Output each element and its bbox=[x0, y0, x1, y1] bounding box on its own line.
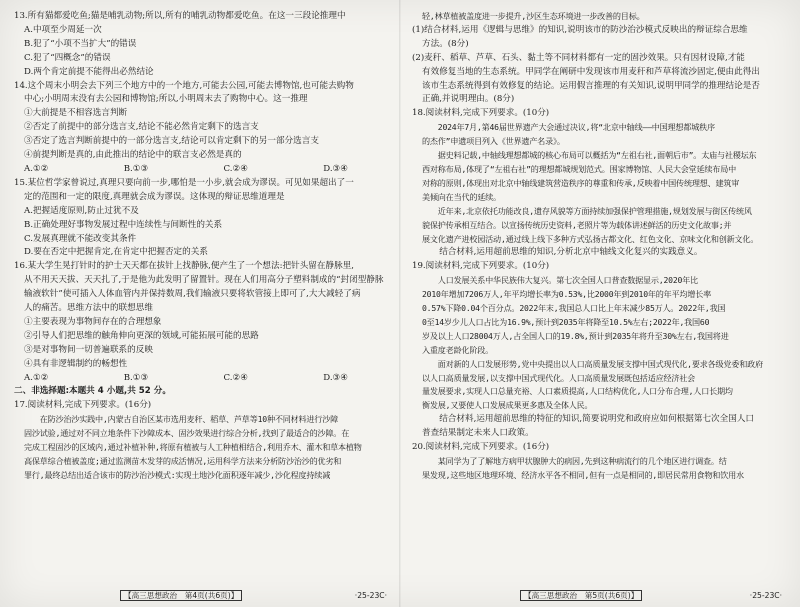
text-line: 罪行,最终总结出适合该市的防沙治沙模式:实现土地沙化面积逐年减少,沙化程度持续减 bbox=[24, 469, 331, 480]
text-line: D.两个肯定前提不能得出必然结论 bbox=[24, 66, 154, 77]
q14-option: D.③④ bbox=[323, 163, 348, 174]
q14-option: B.①③ bbox=[123, 163, 149, 174]
text-line: 衡发展,又要使人口发展成果更多惠及全体人民。 bbox=[422, 400, 593, 411]
text-line: 输液软针”使可插入人体血管内并保持数周,我们输液只要将软管接上即可了,大大减轻了病 bbox=[24, 289, 361, 300]
text-line: 17.阅读材料,完成下列要求。(16分) bbox=[14, 400, 152, 411]
text-line: (1)结合材料,运用《逻辑与思维》的知识,说明该市的防沙治沙模式反映出的辩证综合思维 bbox=[412, 24, 748, 35]
right-footer-code: ·25-23C· bbox=[749, 591, 782, 600]
q14-option: A.①② bbox=[24, 163, 49, 174]
left-block-3 bbox=[14, 399, 388, 482]
text-line: 方法。(8分) bbox=[422, 38, 469, 49]
text-line: 0至14岁少儿人口占比为16.9%,预计到2035年将降至10.5%左右;2022年,我国60 bbox=[422, 316, 710, 327]
text-line: 以人口高质量发展,以支撑中国式现代化。人口高质量发展既包括适应经济社会 bbox=[422, 372, 696, 383]
text-line: 轻,林草植被盖度进一步提升,沙区生态环境进一步改善的目标。 bbox=[422, 11, 645, 21]
q16-option: D.③④ bbox=[323, 372, 348, 383]
text-line: (2)麦秆、稻草、芦草、石头、黏土等不同材料都有一定的固沙效果。只有因材设障,才能 bbox=[412, 52, 745, 63]
text-line: 结合材料,运用超前思维的特征的知识,简要说明党和政府应如何根据第七次全国人口 bbox=[422, 414, 755, 425]
text-line: 美倾向在当代的延续。 bbox=[422, 191, 501, 202]
text-line: 定的范围和一定的限度,真理就会成为谬误。这体现的辩证思维道理是 bbox=[24, 191, 285, 202]
text-line: C.发展真理就不能改变其条件 bbox=[24, 233, 137, 244]
text-line: 量发展要求,实现人口总量充裕、人口素质提高,人口结构优化,人口分布合理,人口长期均 bbox=[422, 386, 733, 397]
text-line: 该市生态系统得到有效修复的结论。运用假言推理的有关知识,说明甲同学的推理结论是否 bbox=[422, 80, 760, 91]
text-line: 2010年增加7206万人,年平均增长率为0.53%,比2000年到2010年的年平均增长率 bbox=[422, 289, 712, 300]
q16-options bbox=[14, 372, 388, 386]
text-line: 13.所有猫都爱吃鱼;猫是哺乳动物;所以,所有的哺乳动物都爱吃鱼。在这一三段论推理中 bbox=[14, 11, 346, 21]
text-line: 入重度老龄化阶段。 bbox=[422, 344, 494, 355]
left-block-2 bbox=[14, 177, 388, 372]
text-line: 完成工程固沙的区域内,通过补植补种,将原有植被与人工种植相结合,利用乔木、灌木和草本植物 bbox=[24, 442, 362, 453]
q16-option: C.②④ bbox=[223, 372, 248, 383]
right-page bbox=[412, 10, 788, 600]
text-line: 人口发展关系中华民族伟大复兴。第七次全国人口普查数据显示,2020年比 bbox=[422, 275, 698, 286]
text-line: 14.这个周末小明会去下列三个地方中的一个地方,可能去公园,可能去博物馆,也可能去购物 bbox=[14, 80, 354, 91]
text-line: B.正确处理好事物发展过程中连续性与间断性的关系 bbox=[24, 219, 223, 230]
right-footer bbox=[520, 591, 790, 601]
text-line: A.把握适度原则,防止过犹不及 bbox=[24, 205, 139, 216]
text-line: ④具有非逻辑制约的畅想性 bbox=[24, 358, 128, 369]
left-page bbox=[14, 10, 388, 600]
text-line: 人的痛苦。思维方法中的联想思维 bbox=[24, 303, 153, 314]
text-line: 15.某位哲学家曾说过,真理只要向前一步,哪怕是一小步,就会成为谬误。可见如果超出了一 bbox=[14, 177, 354, 188]
q14-options bbox=[14, 163, 388, 177]
text-line: 对称的原则,体现出对北京中轴线建筑营造秩序的尊重和传承,反映着中国传统理想、建筑审 bbox=[422, 177, 740, 188]
page-spine bbox=[399, 0, 401, 607]
text-line: ②否定了前提中的部分选言支,结论不能必然肯定剩下的选言支 bbox=[24, 122, 259, 133]
text-line: 有效修复当地的生态系统。甲同学在阐研中发现该市用麦秆和芦草将流沙固定,便由此得出 bbox=[422, 66, 760, 77]
text-line: 展文化遗产进校园活动,通过线上线下多种方式弘扬古都文化、红色文化、京味文化和创新文化。 bbox=[422, 233, 759, 244]
right-footer-label: 【高三思想政治 第5页(共6页)】 bbox=[520, 590, 642, 601]
q16-option: A.①② bbox=[24, 372, 49, 383]
text-line: 19.阅读材料,完成下列要求。(10分) bbox=[412, 261, 550, 272]
q16-option: B.①③ bbox=[123, 372, 149, 383]
text-line: C.犯了“四概念”的错误 bbox=[24, 52, 111, 63]
left-footer bbox=[120, 591, 395, 601]
left-block-1 bbox=[14, 10, 388, 163]
text-line: 据史料记载,中轴线理想都城的核心布局可以概括为“左祖右社,面朝后市”。太庙与社稷坛东 bbox=[422, 150, 757, 161]
text-line: 果发现,这些地区地理环境、经济水平各不相同,但有一点是相同的,即居民常用食物和饮用水 bbox=[422, 469, 744, 480]
text-line: ①主要表现为事物间存在的合理想象 bbox=[24, 316, 162, 327]
text-line: 高保草综合植被盖度;通过监测苗木发芽的成活情况,运用科学方法来分析防沙治沙的优劣和 bbox=[24, 456, 342, 466]
text-line: ④前提判断是真的,由此推出的结论中的联言支必然是真的 bbox=[24, 150, 242, 161]
text-line: 普查结果制定未来人口政策。 bbox=[422, 428, 534, 439]
left-footer-label: 【高三思想政治 第4页(共6页)】 bbox=[120, 590, 242, 601]
left-footer-code: ·25-23C· bbox=[354, 591, 387, 600]
text-line: 从不用天天拔、天天扎了,于是他为此发明了留置针。现在人们用高分子塑料制成的“封闭型静脉 bbox=[24, 275, 384, 286]
text-line: 中心;小明周末没有去公园和博物馆;所以,小明周末去了购物中心。这一推理 bbox=[24, 94, 308, 105]
text-line: 近年来,北京依托功能改良,遗存风貌等方面持续加强保护管理措施,规划发展与街区传统风 bbox=[422, 205, 752, 216]
text-line: 2024年7月,第46届世界遗产大会通过决议,将“北京中轴线——中国理想都城秩序 bbox=[422, 122, 715, 133]
q14-option: C.②④ bbox=[223, 163, 248, 174]
text-line: 的杰作”申遗项目列入《世界遗产名录》。 bbox=[422, 136, 565, 147]
text-line: ①大前提是不相容选言判断 bbox=[24, 108, 128, 119]
text-line: ③否定了选言判断前提中的一部分选言支,结论可以肯定剩下的另一部分选言支 bbox=[24, 136, 319, 147]
text-line: D.要在否定中把握肯定,在肯定中把握否定的关系 bbox=[24, 247, 208, 258]
text-line: ②引导人们把思维的触角伸向更深的领域,可能拓展可能的思路 bbox=[24, 330, 259, 341]
text-line: 在防沙治沙实践中,内蒙古自治区某市选用麦秆、稻草、芦草等10种不同材料进行沙障 bbox=[24, 414, 338, 425]
text-line: 0.57%下降0.04个百分点。2022年末,我国总人口比上年末减少85万人。2022年,我国 bbox=[422, 303, 726, 314]
text-line: 面对新的人口发展形势,党中央提出以人口高质量发展支撑中国式现代化,要求各级党委和政府 bbox=[422, 358, 763, 369]
text-line: 16.某大学生晃打针时的护士天天都在拔针上找静脉,便产生了一个想法:把针头留在静脉里, bbox=[14, 261, 354, 272]
text-line: 正确,并说明理由。(8分) bbox=[422, 94, 515, 105]
section-heading: 二、非选择题:本题共 4 小题,共 52 分。 bbox=[14, 386, 171, 397]
text-line: 貌保护传承相互结合。以宣扬传统历史资料,老照片等为载体讲述鲜活的历史文化故事;并 bbox=[422, 219, 732, 230]
text-line: 18.阅读材料,完成下列要求。(10分) bbox=[412, 108, 550, 119]
right-block-1 bbox=[412, 10, 788, 483]
text-line: 西对称布局,体现了“左祖右社”的理想都城规划范式。围家博物馆、人民大会堂延续布局中 bbox=[422, 163, 736, 174]
text-line: 20.阅读材料,完成下列要求。(16分) bbox=[412, 442, 550, 453]
text-line: B.犯了“小项不当扩大”的错误 bbox=[24, 38, 137, 49]
text-line: ③是对事物间一切普遍联系的反映 bbox=[24, 344, 153, 355]
text-line: 结合材料,运用超前思维的知识,分析北京中轴线文化复兴的实践意义。 bbox=[422, 247, 703, 258]
text-line: 固沙试验,通过对不同立地条件下沙障成本、固沙效果进行综合分析,找到了最适合的沙障。在 bbox=[24, 428, 350, 439]
text-line: 某同学为了了解地方病甲状腺肿大的病因,先到这种病流行的几个地区进行调查。结 bbox=[422, 456, 727, 466]
text-line: A.中项至少周延一次 bbox=[24, 24, 102, 35]
text-line: 岁及以上人口28004万人,占全国人口的19.8%,预计到2035年将升至30%左右,我国将进 bbox=[422, 330, 729, 341]
